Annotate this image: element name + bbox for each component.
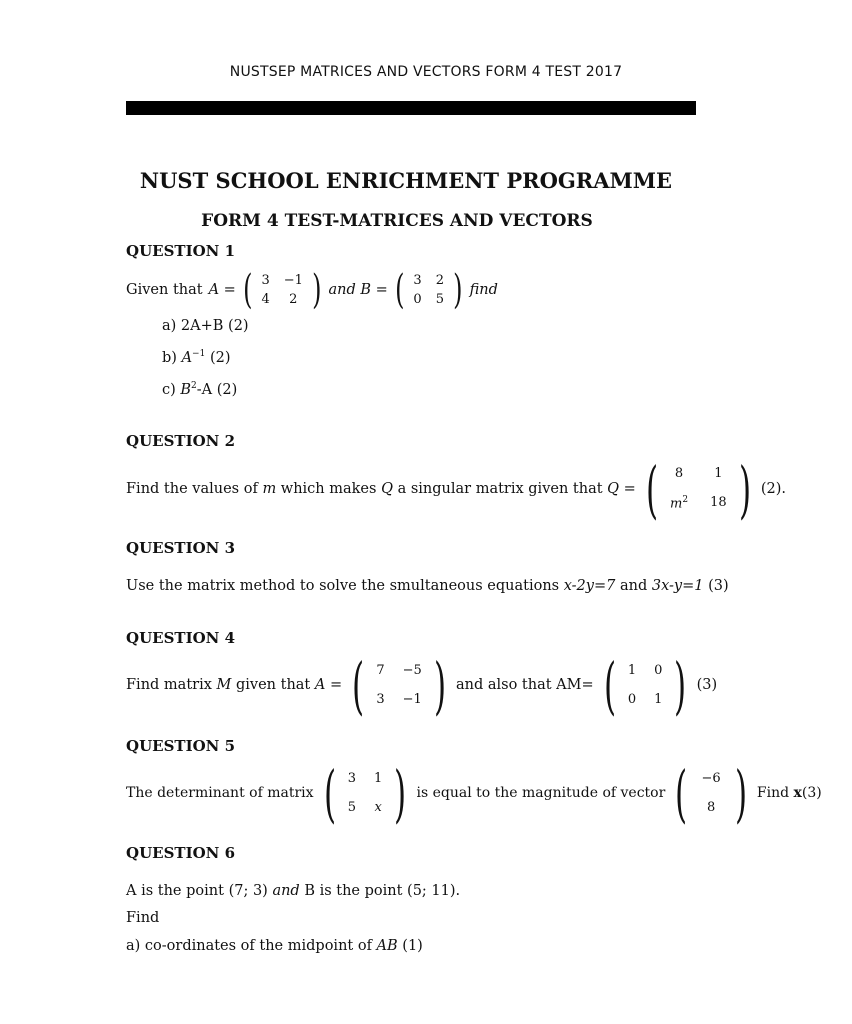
q4-text: and also that AM=	[455, 677, 594, 693]
q6-and: and	[272, 883, 300, 899]
right-paren: )	[738, 452, 751, 526]
matrix-cell: 18	[710, 495, 727, 511]
matrix-cell: x	[374, 800, 382, 815]
q1a-expression: 2A+B	[180, 318, 224, 334]
q1b-exponent: −1	[192, 349, 206, 359]
q6a-text: a) co-ordinates of the midpoint of	[126, 938, 372, 954]
q4-matrix-a	[346, 649, 452, 722]
part-label: c)	[162, 381, 176, 398]
matrix-cell: 3	[261, 273, 270, 288]
marks: (2)	[209, 349, 231, 366]
q5-matrix	[318, 757, 413, 830]
question-4-statement	[126, 648, 718, 722]
matrix-cell: 5	[347, 800, 357, 815]
right-paren: )	[734, 756, 747, 830]
q3-equation-1: x-2y=7	[563, 578, 616, 594]
q2-text: Find the values of	[126, 481, 258, 497]
matrix-cell: 1	[654, 692, 663, 707]
matrix-cell: 1	[374, 771, 383, 786]
vector-cell: 8	[706, 800, 716, 815]
q5-variable-x: x	[793, 785, 802, 801]
running-header: NUSTSEP MATRICES AND VECTORS FORM 4 TEST 2017	[229, 64, 623, 80]
question-5-heading: QUESTION 5	[126, 737, 236, 755]
matrix-cell: 3	[413, 273, 422, 288]
q1-matrix-a-name: A	[208, 282, 220, 298]
q2-text: which makes	[280, 481, 377, 497]
q1c-base: B	[180, 381, 192, 398]
right-paren: )	[453, 267, 463, 313]
question-1-heading: QUESTION 1	[126, 242, 236, 260]
q4-matrix-a-cells	[370, 649, 427, 722]
q1-find: find	[469, 282, 498, 298]
marks: (3)	[801, 785, 822, 801]
matrix-cell: 5	[435, 292, 444, 307]
question-6-heading: QUESTION 6	[126, 844, 236, 862]
q4-variable-m: M	[216, 677, 232, 693]
left-paren: (	[394, 267, 405, 313]
matrix-cell: 8	[674, 466, 684, 482]
q3-and: and	[619, 578, 648, 594]
matrix-cell: 0	[413, 292, 422, 307]
q4-identity-matrix	[598, 649, 693, 722]
right-paren: )	[433, 648, 446, 722]
matrix-cell: −1	[402, 692, 422, 707]
q2-matrix	[640, 453, 757, 526]
q4-variable-a: A	[314, 677, 326, 693]
q1c-exponent: 2	[191, 381, 197, 391]
left-paren: (	[242, 267, 253, 313]
question-3-statement	[126, 578, 729, 594]
header-rule	[126, 101, 696, 115]
q1-matrix-a	[240, 267, 325, 313]
matrix-cell: 7	[376, 663, 385, 678]
q2-equals: =	[623, 481, 636, 497]
matrix-cell: 1	[627, 663, 637, 678]
q5-text: is equal to the magnitude of vector	[416, 785, 666, 801]
matrix-cell-var: m	[670, 496, 683, 512]
q1-matrix-a-cells	[255, 267, 308, 313]
q1-equals: =	[223, 282, 236, 298]
matrix-cell: 2	[289, 292, 298, 307]
marks: (2)	[228, 318, 249, 334]
matrix-cell: 2	[435, 273, 444, 288]
q1b-base: A	[181, 349, 193, 366]
q2-text: a singular matrix given that	[397, 481, 603, 497]
vector-cell: −6	[701, 771, 721, 786]
q1-matrix-b-cells	[407, 267, 450, 313]
q5-text: The determinant of matrix	[126, 785, 314, 801]
document-title: NUST SCHOOL ENRICHMENT PROGRAMME	[139, 168, 673, 193]
q6-text: B is the point	[304, 883, 403, 899]
question-6a	[126, 938, 423, 954]
matrix-cell: 1	[714, 466, 723, 482]
matrix-cell: −5	[402, 663, 422, 678]
marks: (2)	[216, 381, 238, 398]
question-3-heading: QUESTION 3	[126, 539, 236, 557]
matrix-cell: 4	[261, 292, 270, 307]
matrix-cell	[670, 495, 688, 511]
marks: (1)	[402, 938, 423, 954]
question-2-statement	[126, 452, 786, 526]
question-5-statement	[126, 756, 822, 830]
question-1-statement	[126, 267, 498, 313]
question-1a	[162, 318, 249, 334]
matrix-cell: 3	[347, 771, 357, 786]
part-label: b)	[162, 349, 177, 366]
q1-and-b: and B =	[328, 282, 388, 298]
q4-equals: =	[329, 677, 343, 693]
left-paren: (	[675, 756, 688, 830]
q4-text: given that	[235, 677, 311, 693]
question-1c	[162, 381, 237, 398]
q5-matrix-cells	[342, 757, 389, 830]
marks: (2).	[760, 481, 786, 497]
matrix-cell: 0	[627, 692, 637, 707]
matrix-cell: 3	[376, 692, 385, 707]
q3-text: Use the matrix method to solve the smultaneous equations	[126, 578, 560, 594]
left-paren: (	[323, 756, 336, 830]
left-paren: (	[645, 452, 658, 526]
exponent: 2	[682, 495, 689, 506]
q6-text: A is the point	[126, 883, 224, 899]
left-paren: (	[352, 648, 365, 722]
q4-identity-cells	[622, 649, 669, 722]
q5-vector-cells	[694, 757, 729, 830]
document-subtitle: FORM 4 TEST-MATRICES AND VECTORS	[201, 211, 593, 231]
matrix-cell: 0	[654, 663, 663, 678]
q5-vector	[669, 757, 753, 830]
marks: (3)	[708, 578, 729, 594]
marks: (3)	[696, 677, 718, 693]
q1c-rest: -A	[196, 381, 213, 398]
q1-given-text: Given that	[126, 282, 203, 298]
question-6-statement	[126, 883, 460, 899]
question-6-find: Find	[126, 910, 160, 926]
q2-variable-q: Q	[607, 481, 620, 497]
right-paren: )	[312, 267, 322, 313]
right-paren: )	[394, 756, 407, 830]
q2-variable-m: m	[262, 481, 277, 497]
right-paren: )	[674, 648, 687, 722]
q2-variable-q: Q	[381, 481, 393, 497]
left-paren: (	[603, 648, 616, 722]
q5-find: Find	[756, 785, 790, 801]
q6a-segment: AB	[376, 938, 398, 954]
question-2-heading: QUESTION 2	[126, 432, 236, 450]
question-1b	[162, 349, 230, 366]
q2-matrix-cells	[664, 453, 733, 526]
q6-point-a: (7; 3)	[228, 883, 268, 899]
q3-equation-2: 3x-y=1	[651, 578, 704, 594]
matrix-cell: −1	[283, 273, 303, 288]
question-4-heading: QUESTION 4	[126, 629, 236, 647]
q1-matrix-b	[392, 267, 466, 313]
q4-text: Find matrix	[126, 677, 212, 693]
q6-point-b: (5; 11).	[407, 883, 461, 899]
part-label: a)	[162, 318, 177, 334]
